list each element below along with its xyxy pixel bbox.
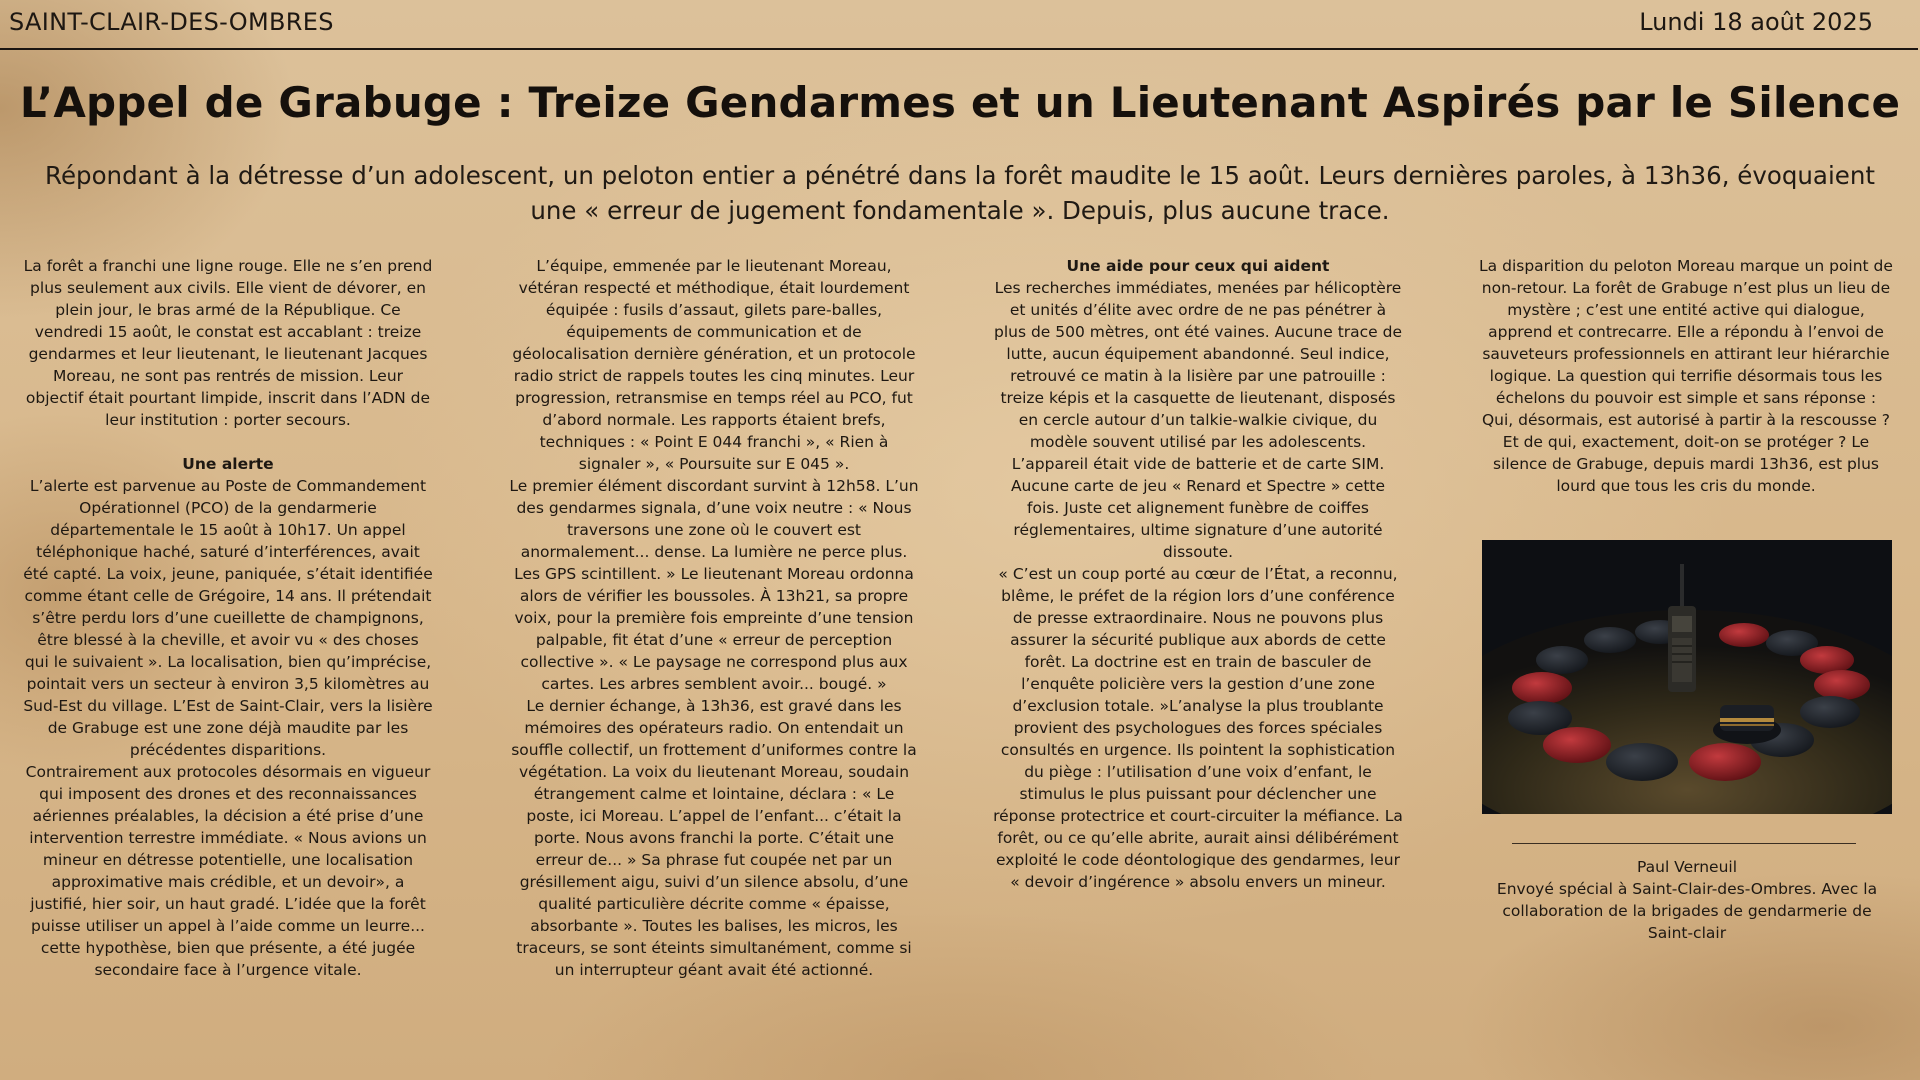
column-1-paragraph-2: L’alerte est parvenue au Poste de Commandement Opérationnel (PCO) de la gendarmerie départementale le 15 août à 10h17. Un appel téléphonique haché, saturé d’interférences, avait été capté. La voix, jeune, paniquée, s’était identifiée comme étant celle de Grégoire, 14 ans. Il prétendait s’être perdu lors d’une cueillette de champignons, être blessé à la cheville, et avoir vu « des choses qui le suivaient ». La localisation, bien qu’imprécise, pointait vers un secteur à environ 3,5 kilomètres au Sud-Est du village. L’Est de Saint-Clair, vers la lisière de Grabuge est une zone déjà maudite par les précédentes disparitions. [23,477,433,759]
town-name: SAINT-CLAIR-DES-OMBRES [9,8,334,36]
column-3-paragraph-1: Les recherches immédiates, menées par hélicoptère et unités d’élite avec ordre de ne pas pénétrer à plus de 500 mètres, ont été vaines. Aucune trace de lutte, aucun équipement abandonné. Seul indice, retrouvé ce matin à la lisière par une patrouille : treize képis et la casquette de lieutenant, disposés en cercle autour d’un talkie-walkie civique, du modèle souvent utilisé par les adolescents. L’appareil était vide de batterie et de carte SIM. Aucune carte de jeu « Renard et Spectre » cette fois. Juste cet alignement funèbre de coiffes réglementaires, ultime signature d’une autorité dissoute. [993,279,1403,561]
column-2-paragraph-1: L’équipe, emmenée par le lieutenant Moreau, vétéran respecté et méthodique, était lourdement équipée : fusils d’assaut, gilets pare-balles, équipements de communication et de géolocalisation dernière génération, et un protocole radio strict de rappels toutes les cinq minutes. Leur progression, retransmise en temps réel au PCO, fut d’abord normale. Les rapports étaient brefs, techniques : « Point E 044 franchi », « Rien à signaler », « Poursuite sur E 045 ». [512,257,916,473]
column-1-paragraph-1: La forêt a franchi une ligne rouge. Elle ne s’en prend plus seulement aux civils. Elle vient de dévorer, en plein jour, le bras armé de la République. Ce vendredi 15 août, le constat est accablant : treize gendarmes et leur lieutenant, le lieutenant Jacques Moreau, ne sont pas rentrés de mission. Leur objectif était pourtant limpide, inscrit dans l’ADN de leur institution : porter secours. [23,257,433,429]
column-4-paragraph-1: La disparition du peloton Moreau marque un point de non-retour. La forêt de Grabuge n’est plus un lieu de mystère ; c’est une entité active qui dialogue, apprend et contrecarre. Elle a répondu à l’envoi de sauveteurs professionnels en attirant leur hiérarchie logique. La question qui terrifie désormais tous les échelons du pouvoir est simple et sans réponse : Qui, désormais, est autorisé à partir à la rescousse ? Et de qui, exactement, doit-on se protéger ? Le silence de Grabuge, depuis mardi 13h36, est plus lourd que tous les cris du monde. [1479,257,1893,495]
signature-block [1482,856,1892,944]
article-photo [1482,540,1892,814]
column-2 [509,255,919,981]
column-1 [23,255,433,981]
column-2-paragraph-3: Le dernier échange, à 13h36, est gravé dans les mémoires des opérateurs radio. On entendait un souffle collectif, un frottement d’uniformes contre la végétation. La voix du lieutenant Moreau, soudain étrangement calme et lointaine, déclara : « Le poste, ici Moreau. L’appel de l’enfant... c’était la porte. Nous avons franchi la porte. C’était une erreur de... » Sa phrase fut coupée net par un grésillement aigu, suivi d’un silence absolu, d’une qualité particulière décrite comme « épaisse, absorbante ». Toutes les balises, les micros, les traceurs, se sont éteints simultanément, comme si un interrupteur géant avait été actionné. [511,697,917,979]
author-credit: Envoyé spécial à Saint-Clair-des-Ombres. Avec la collaboration de la brigades de gendarmerie de Saint-clair [1496,880,1878,942]
issue-date: Lundi 18 août 2025 [1639,8,1873,36]
headline: L’Appel de Grabuge : Treize Gendarmes et un Lieutenant Aspirés par le Silence [19,78,1901,127]
lieutenant-kepi-icon [1713,705,1781,744]
masthead [0,0,1918,50]
column-3-paragraph-2: « C’est un coup porté au cœur de l’État, a reconnu, blême, le préfet de la région lors d’une conférence de presse extraordinaire. Nous ne pouvons plus assurer la sécurité publique aux abords de cette forêt. La doctrine est en train de basculer de l’enquête policière vers la gestion d’une zone d’exclusion totale. »L’analyse la plus troublante provient des psychologues des forces spéciales consultés en urgence. Ils pointent la sophistication du piège : l’utilisation d’une voix d’enfant, le stimulus le plus puissant pour déclencher une réponse protectrice et court-circuiter la méfiance. La forêt, ou ce qu’elle abrite, aurait ainsi délibérément exploité le code déontologique des gendarmes, leur « devoir d’ingérence » absolu envers un mineur. [993,565,1403,891]
column-1-paragraph-3: Contrairement aux protocoles désormais en vigueur qui imposent des drones et des reconnaissances aériennes préalables, la décision a été prise d’une intervention terrestre immédiate. « Nous avions un mineur en détresse potentielle, une localisation approximative mais crédible, et un devoir», a justifié, hier soir, un haut gradé. L’idée que la forêt puisse utiliser un appel à l’aide comme un leurre... cette hypothèse, bien que présente, a été jugée secondaire face à l’urgence vitale. [25,763,431,979]
signature-divider [1512,843,1856,844]
kepis-circle-illustration [1482,540,1892,814]
column-3 [993,255,1403,893]
column-4 [1479,255,1893,497]
author-name: Paul Verneuil [1636,858,1738,876]
column-1-subhead: Une alerte [182,455,274,473]
column-2-paragraph-2: Le premier élément discordant survint à 12h58. L’un des gendarmes signala, d’une voix neutre : « Nous traversons une zone où le couvert est anormalement... dense. La lumière ne perce plus. Les GPS scintillent. » Le lieutenant Moreau ordonna alors de vérifier les boussoles. À 13h21, sa propre voix, pour la première fois empreinte d’une tension palpable, fit état d’une « erreur de perception collective ». « Le paysage ne correspond plus aux cartes. Les arbres semblent avoir... bougé. » [509,477,919,693]
column-3-subhead: Une aide pour ceux qui aident [1066,257,1330,275]
standfirst: Répondant à la détresse d’un adolescent, un peloton entier a pénétré dans la forêt maudite le 15 août. Leurs dernières paroles, à 13h36, évoquaient une « erreur de jugement fondamentale ». Depuis, plus aucune trace. [45,161,1875,225]
